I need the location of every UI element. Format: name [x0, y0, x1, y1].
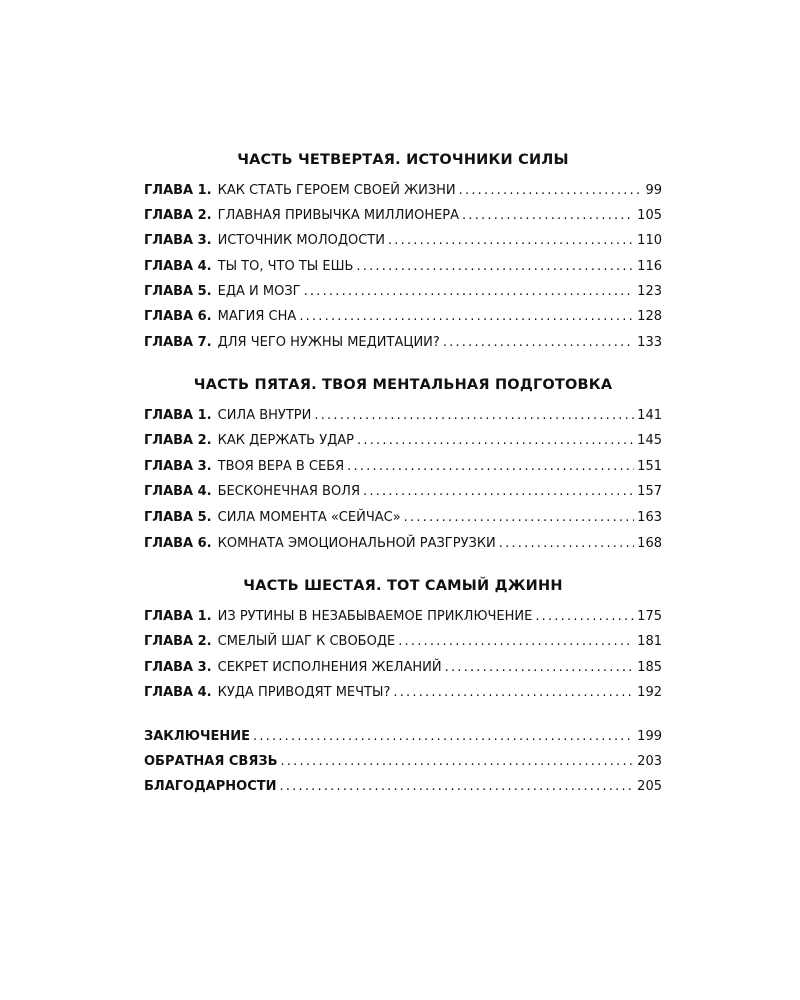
toc-entry[interactable] [144, 259, 662, 277]
chapter-label: ГЛАВА 6. [144, 309, 212, 324]
dot-leader [281, 754, 635, 769]
page-number: 168 [637, 536, 662, 551]
toc-entry[interactable] [144, 433, 662, 451]
chapter-label: ГЛАВА 3. [144, 459, 212, 474]
page-number: 157 [637, 484, 662, 499]
dot-leader [462, 208, 634, 223]
chapter-label: ГЛАВА 2. [144, 433, 212, 448]
chapter-label: ГЛАВА 7. [144, 335, 212, 350]
part-title: ЧАСТЬ ЧЕТВЕРТАЯ. ИСТОЧНИКИ СИЛЫ [237, 152, 569, 168]
page-number: 203 [637, 754, 662, 769]
page-number: 185 [637, 660, 662, 675]
endmatter-title: ЗАКЛЮЧЕНИЕ [144, 729, 251, 744]
dot-leader [299, 309, 634, 324]
chapter-title: КОМНАТА ЭМОЦИОНАЛЬНОЙ РАЗГРУЗКИ [217, 536, 496, 551]
chapter-title: КАК СТАТЬ ГЕРОЕМ СВОЕЙ ЖИЗНИ [217, 183, 456, 198]
page-number: 175 [637, 609, 662, 624]
toc-entry[interactable] [144, 183, 662, 201]
chapter-label: ГЛАВА 3. [144, 233, 212, 248]
chapter-title: СИЛА ВНУТРИ [217, 408, 312, 423]
page-number: 151 [637, 459, 662, 474]
chapter-title: ДЛЯ ЧЕГО НУЖНЫ МЕДИТАЦИИ? [217, 335, 440, 350]
chapter-label: ГЛАВА 2. [144, 634, 212, 649]
toc-entry[interactable] [144, 408, 662, 426]
page-number: 99 [645, 183, 662, 198]
chapter-label: ГЛАВА 5. [144, 510, 212, 525]
page-number: 116 [637, 259, 662, 274]
dot-leader [253, 729, 634, 744]
chapter-label: ГЛАВА 1. [144, 609, 212, 624]
chapter-label: ГЛАВА 1. [144, 183, 212, 198]
dot-leader [393, 685, 634, 700]
page-number: 199 [637, 729, 662, 744]
toc-entry-endmatter[interactable] [144, 729, 662, 747]
toc-entry[interactable] [144, 459, 662, 477]
chapter-title: ТВОЯ ВЕРА В СЕБЯ [217, 459, 345, 474]
toc-entry[interactable] [144, 609, 662, 627]
dot-leader [404, 510, 635, 525]
endmatter-title: ОБРАТНАЯ СВЯЗЬ [144, 754, 278, 769]
chapter-label: ГЛАВА 2. [144, 208, 212, 223]
endmatter-title: БЛАГОДАРНОСТИ [144, 779, 277, 794]
dot-leader [459, 183, 641, 198]
page-number: 110 [637, 233, 662, 248]
page-number: 181 [637, 634, 662, 649]
part-title: ЧАСТЬ ШЕСТАЯ. ТОТ САМЫЙ ДЖИНН [243, 578, 563, 594]
toc-entry[interactable] [144, 484, 662, 502]
page-number: 145 [637, 433, 662, 448]
dot-leader [314, 408, 634, 423]
chapter-title: БЕСКОНЕЧНАЯ ВОЛЯ [217, 484, 360, 499]
dot-leader [443, 335, 634, 350]
chapter-label: ГЛАВА 4. [144, 685, 212, 700]
toc-entry[interactable] [144, 284, 662, 302]
chapter-label: ГЛАВА 5. [144, 284, 212, 299]
toc-entry[interactable] [144, 309, 662, 327]
page-number: 163 [637, 510, 662, 525]
chapter-title: ГЛАВНАЯ ПРИВЫЧКА МИЛЛИОНЕРА [217, 208, 460, 223]
toc-entry[interactable] [144, 208, 662, 226]
chapter-label: ГЛАВА 1. [144, 408, 212, 423]
toc-entry[interactable] [144, 335, 662, 353]
dot-leader [388, 233, 634, 248]
dot-leader [499, 536, 634, 551]
dot-leader [356, 259, 634, 274]
chapter-title: ЕДА И МОЗГ [217, 284, 301, 299]
page-number: 123 [637, 284, 662, 299]
chapter-title: СЕКРЕТ ИСПОЛНЕНИЯ ЖЕЛАНИЙ [217, 660, 442, 675]
part-title: ЧАСТЬ ПЯТАЯ. ТВОЯ МЕНТАЛЬНАЯ ПОДГОТОВКА [193, 377, 613, 393]
dot-leader [357, 433, 634, 448]
dot-leader [398, 634, 634, 649]
chapter-title: СМЕЛЫЙ ШАГ К СВОБОДЕ [217, 634, 396, 649]
dot-leader [535, 609, 634, 624]
toc-entry[interactable] [144, 233, 662, 251]
page-number: 141 [637, 408, 662, 423]
chapter-title: ИЗ РУТИНЫ В НЕЗАБЫВАЕМОЕ ПРИКЛЮЧЕНИЕ [217, 609, 533, 624]
dot-leader [280, 779, 635, 794]
chapter-label: ГЛАВА 3. [144, 660, 212, 675]
toc-entry[interactable] [144, 510, 662, 528]
chapter-title: КУДА ПРИВОДЯТ МЕЧТЫ? [217, 685, 391, 700]
page-number: 105 [637, 208, 662, 223]
page-number: 133 [637, 335, 662, 350]
toc-entry[interactable] [144, 685, 662, 703]
toc-entry-endmatter[interactable] [144, 779, 662, 797]
toc-entry[interactable] [144, 634, 662, 652]
page-number: 128 [637, 309, 662, 324]
chapter-label: ГЛАВА 4. [144, 484, 212, 499]
page-number: 192 [637, 685, 662, 700]
chapter-label: ГЛАВА 4. [144, 259, 212, 274]
toc-entry-endmatter[interactable] [144, 754, 662, 772]
chapter-title: МАГИЯ СНА [217, 309, 297, 324]
dot-leader [304, 284, 635, 299]
chapter-title: ТЫ ТО, ЧТО ТЫ ЕШЬ [217, 259, 354, 274]
dot-leader [347, 459, 634, 474]
chapter-title: СИЛА МОМЕНТА «СЕЙЧАС» [217, 510, 401, 525]
chapter-title: ИСТОЧНИК МОЛОДОСТИ [217, 233, 385, 248]
chapter-title: КАК ДЕРЖАТЬ УДАР [217, 433, 355, 448]
chapter-label: ГЛАВА 6. [144, 536, 212, 551]
toc-entry[interactable] [144, 536, 662, 554]
page-number: 205 [637, 779, 662, 794]
dot-leader [363, 484, 634, 499]
toc-entry[interactable] [144, 660, 662, 678]
dot-leader [445, 660, 635, 675]
